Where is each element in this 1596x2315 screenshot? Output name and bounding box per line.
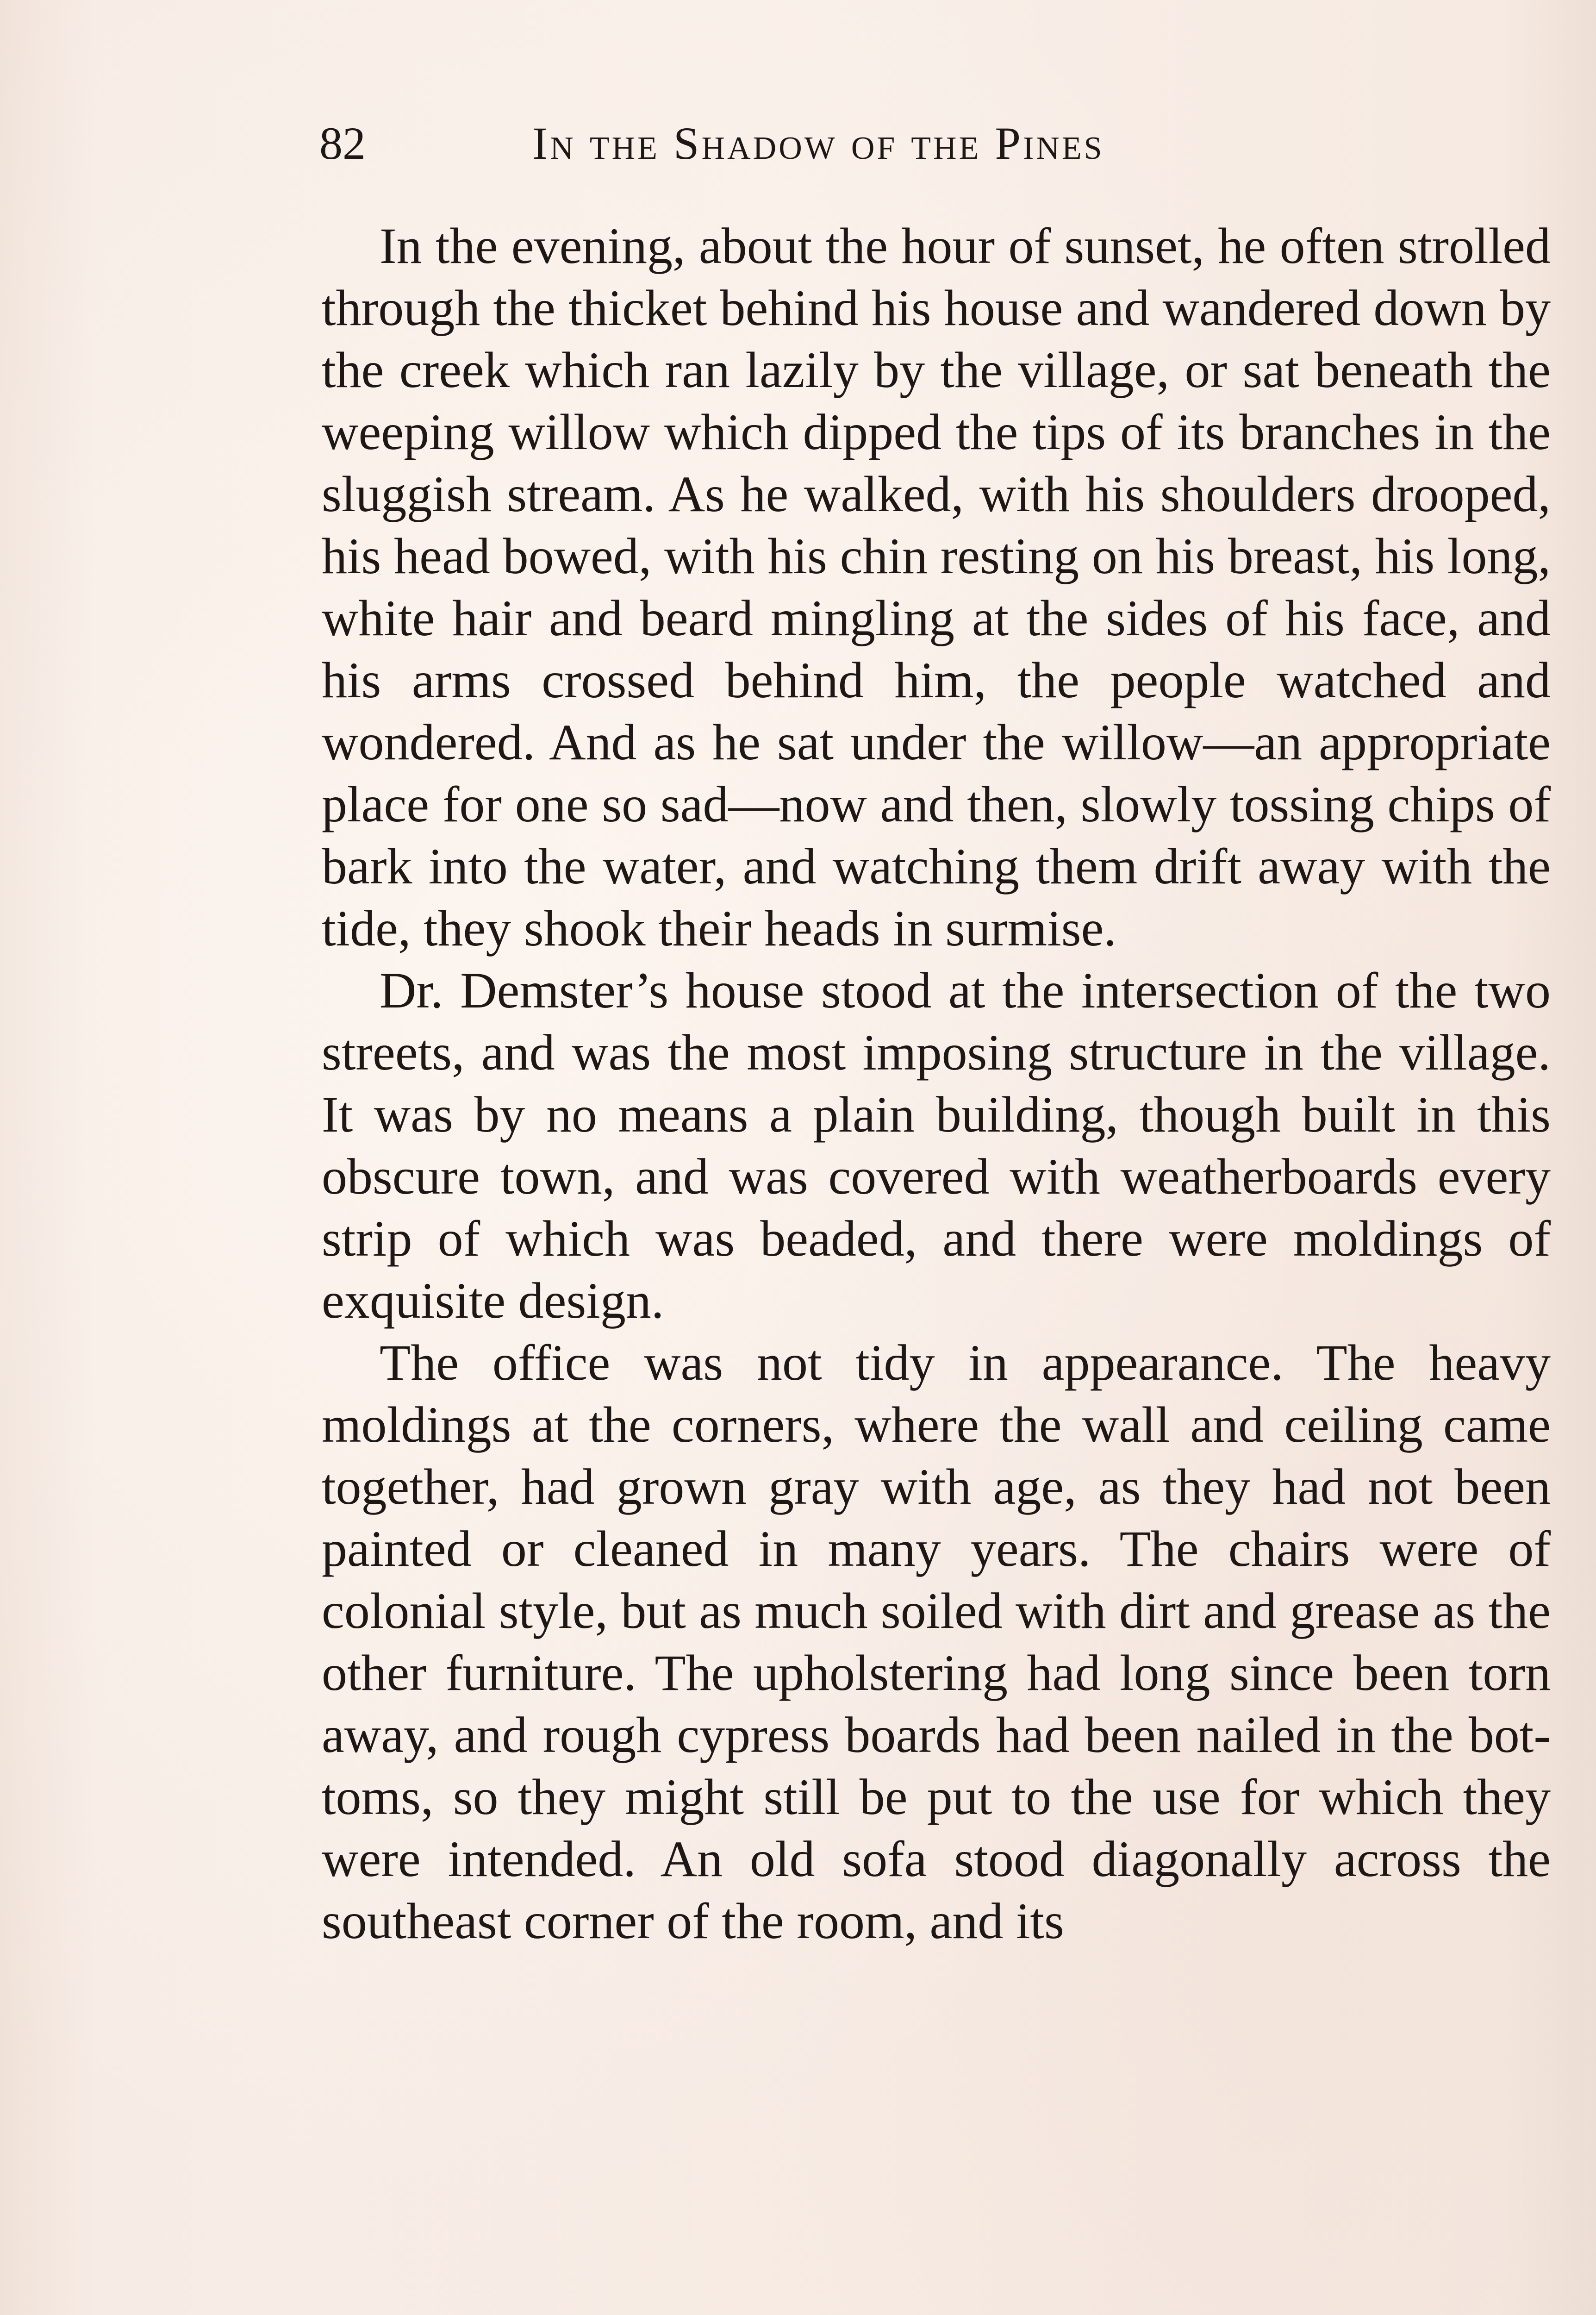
page-number: 82 [319, 118, 366, 169]
running-head [319, 116, 1342, 171]
paragraph: In the evening, about the hour of sunset, he often strolled through the thicket behind his house and wandered down by the creek which ran lazily by the village, or sat beneath the weeping willow which dipped the tips of its branches in the sluggish stream. As he walked, with his shoulders drooped, his head bowed, with his chin resting on his breast, his long, white hair and beard mingling at the sides of his face, and his arms crossed behind him, the people watched and wondered. And as he sat under the willow—an appropriate place for one so sad—now and then, slowly tossing chips of bark into the water, and watching them drift away with the tide, they shook their heads in surmise. [322, 218, 1551, 957]
body-text [322, 215, 1551, 1952]
paragraph: The office was not tidy in appearance. The heavy moldings at the corners, where the wall and ceiling came together, had grown gray with age, as they had not been painted or cleaned in many years. The chairs were of colonial style, but as much soiled with dirt and grease as the other furniture. The upholstering had long since been torn away, and rough cypress boards had been nailed in the bottoms, so they might still be put to the use for which they were intended. An old sofa stood diagonally across the southeast corner of the room, and its [322, 1334, 1551, 1949]
running-title: In the Shadow of the Pines [532, 118, 1104, 169]
paragraph: Dr. Demster’s house stood at the intersection of the two streets, and was the most imposing structure in the village. It was by no means a plain building, though built in this obscure town, and was covered with weatherboards every strip of which was beaded, and there were moldings of exquisite design. [322, 962, 1551, 1329]
